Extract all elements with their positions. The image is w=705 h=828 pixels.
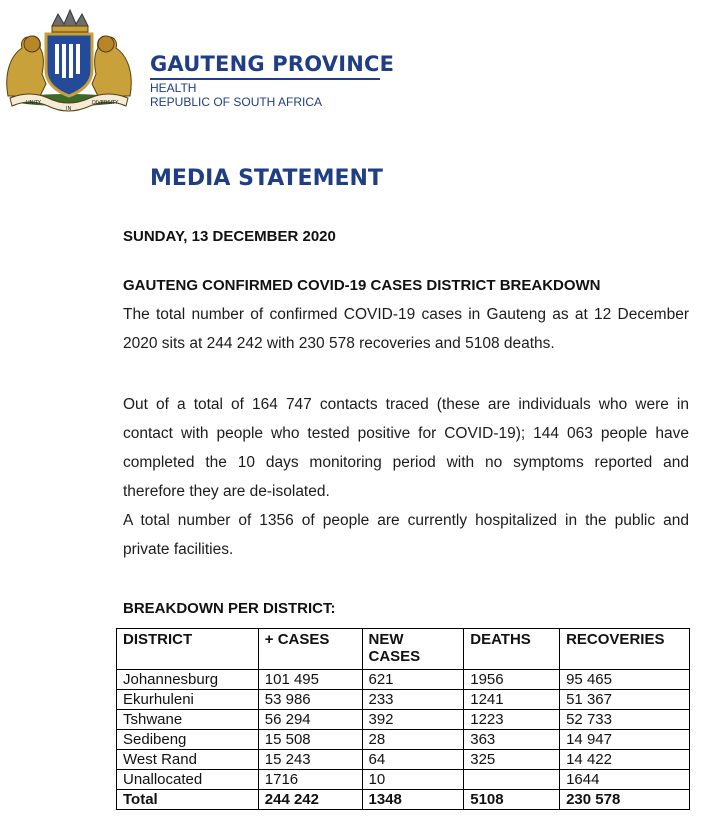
cell-cases: 1716 [258, 770, 362, 790]
cell-district: Johannesburg [117, 670, 259, 690]
cell-recoveries: 14 422 [560, 750, 690, 770]
cell-cases: 53 986 [258, 690, 362, 710]
cell-district: Tshwane [117, 710, 259, 730]
crest-motto-right: DIVERSITY [92, 100, 119, 106]
total-label: Total [117, 790, 259, 810]
paragraph-total-cases: The total number of confirmed COVID-19 cases in Gauteng as at 12 December 2020 sits at 244 242 with 230 578 recoveries and 5108 deaths. [123, 306, 689, 352]
cell-deaths: 325 [464, 750, 560, 770]
col-header-district: DISTRICT [117, 629, 259, 670]
paragraph-hospitalized: A total number of 1356 of people are currently hospitalized in the public and private facilities. [123, 512, 689, 558]
breakdown-title: BREAKDOWN PER DISTRICT: [123, 600, 336, 617]
total-cases: 244 242 [258, 790, 362, 810]
media-statement-label [150, 166, 383, 191]
media-label-bold: MEDIA [150, 166, 231, 191]
crest-motto-left: UNITY [26, 100, 41, 106]
col-header-cases: + CASES [258, 629, 362, 670]
cell-deaths: 1956 [464, 670, 560, 690]
crest-motto-mid: IN [66, 106, 72, 112]
cell-new-cases: 28 [362, 730, 464, 750]
coat-of-arms-icon [0, 4, 138, 114]
province-name: GAUTENG PROVINCE [150, 52, 395, 76]
cell-deaths: 1241 [464, 690, 560, 710]
table-total-row [117, 790, 690, 810]
cell-deaths: 363 [464, 730, 560, 750]
cell-deaths [464, 770, 560, 790]
paragraph-contacts-traced: Out of a total of 164 747 contacts traced (these are individuals who were in contact with people who tested positive for COVID-19); 144 063 people have completed the 10 days monitoring period with no symptoms reported and therefore they are de-isolated. [123, 396, 689, 500]
cell-cases: 15 243 [258, 750, 362, 770]
cell-recoveries: 95 465 [560, 670, 690, 690]
cell-cases: 56 294 [258, 710, 362, 730]
cell-cases: 15 508 [258, 730, 362, 750]
country-name: REPUBLIC OF SOUTH AFRICA [150, 95, 323, 109]
table-row [117, 670, 690, 690]
col-header-recoveries: RECOVERIES [560, 629, 690, 670]
cell-district: Sedibeng [117, 730, 259, 750]
cell-district: Ekurhuleni [117, 690, 259, 710]
cell-recoveries: 52 733 [560, 710, 690, 730]
table-row [117, 750, 690, 770]
col-header-new-cases: NEW CASES [362, 629, 464, 670]
table-header-row [117, 629, 690, 670]
cell-district: Unallocated [117, 770, 259, 790]
cell-new-cases: 64 [362, 750, 464, 770]
total-deaths: 5108 [464, 790, 560, 810]
table-row [117, 770, 690, 790]
media-label-rest: STATEMENT [230, 166, 383, 191]
cell-new-cases: 621 [362, 670, 464, 690]
statement-heading: GAUTENG CONFIRMED COVID-19 CASES DISTRICT BREAKDOWN [123, 277, 601, 294]
total-new-cases: 1348 [362, 790, 464, 810]
brand-divider [150, 78, 380, 80]
department-name: HEALTH [150, 81, 197, 95]
cell-district: West Rand [117, 750, 259, 770]
table-row [117, 730, 690, 750]
col-header-deaths: DEATHS [464, 629, 560, 670]
cell-recoveries: 1644 [560, 770, 690, 790]
cell-cases: 101 495 [258, 670, 362, 690]
table-row [117, 690, 690, 710]
cell-new-cases: 392 [362, 710, 464, 730]
statement-date: SUNDAY, 13 DECEMBER 2020 [123, 228, 336, 245]
cell-recoveries: 14 947 [560, 730, 690, 750]
district-breakdown-table [116, 628, 690, 810]
cell-recoveries: 51 367 [560, 690, 690, 710]
total-recoveries: 230 578 [560, 790, 690, 810]
cell-new-cases: 10 [362, 770, 464, 790]
table-row [117, 710, 690, 730]
cell-new-cases: 233 [362, 690, 464, 710]
cell-deaths: 1223 [464, 710, 560, 730]
